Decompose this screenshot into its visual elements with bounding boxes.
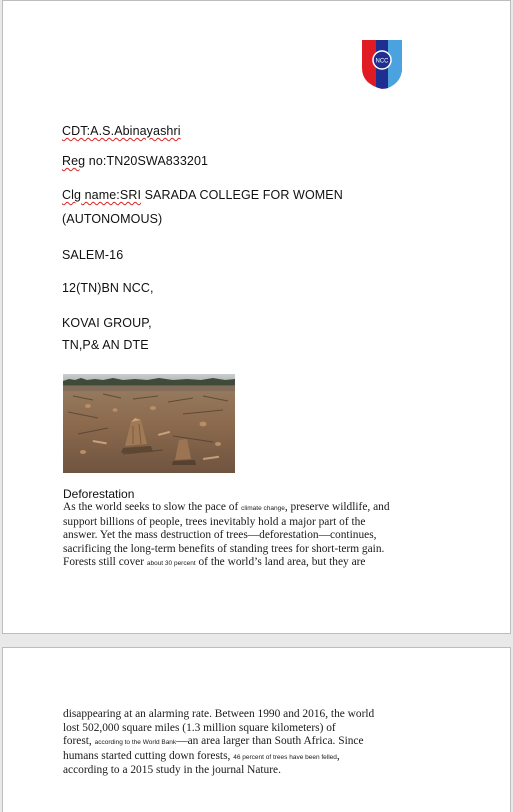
document-page-1: [2, 0, 511, 634]
college-name: Clg name:SRI SARADA COLLEGE FOR WOMEN: [62, 188, 343, 202]
deforestation-photo: [63, 374, 235, 473]
ncc-emblem-icon: [361, 38, 403, 90]
article-paragraph-1: [63, 501, 463, 571]
article-heading: Deforestation: [63, 487, 135, 501]
paragraph-2-line-1: disappearing at an alarming rate. Between 1990 and 2016, the world: [63, 708, 375, 720]
document-page-2: [2, 647, 511, 812]
paragraph-1-line-4: sacrificing the long-term benefits of standing trees for short-term gain.: [63, 542, 385, 555]
emblem-text: NCC: [375, 58, 389, 65]
battalion: 12(TN)BN NCC,: [62, 281, 154, 295]
registration-number: Reg no:TN20SWA833201: [62, 154, 209, 168]
cadet-name: CDT:A.S.Abinayashri: [62, 124, 181, 138]
paragraph-2-line-4: humans started cutting down forests, 46 percent of trees have been felled,: [63, 749, 340, 762]
article-paragraph-2: [63, 708, 463, 778]
college-autonomous: (AUTONOMOUS): [62, 212, 163, 226]
paragraph-2-line-5: according to a 2015 study in the journal Nature.: [63, 764, 281, 777]
paragraph-2-line-3: forest, according to the World Bank—an area larger than South Africa. Since: [63, 735, 364, 748]
college-city: SALEM-16: [62, 248, 124, 262]
paragraph-1-line-5: Forests still cover about 30 percent of the world’s land area, but they are: [63, 556, 366, 569]
paragraph-1-line-3: answer. Yet the mass destruction of trees—deforestation—continues,: [63, 529, 377, 542]
paragraph-2-line-2: lost 502,000 square miles (1.3 million square kilometers) of: [63, 721, 336, 734]
directorate: TN,P& AN DTE: [62, 338, 149, 352]
paragraph-1-line-2: support billions of people, trees inevitably hold a major part of the: [63, 515, 366, 528]
paragraph-1-line-1: As the world seeks to slow the pace of climate change, preserve wildlife, and: [63, 501, 390, 513]
group: KOVAI GROUP,: [62, 316, 152, 330]
